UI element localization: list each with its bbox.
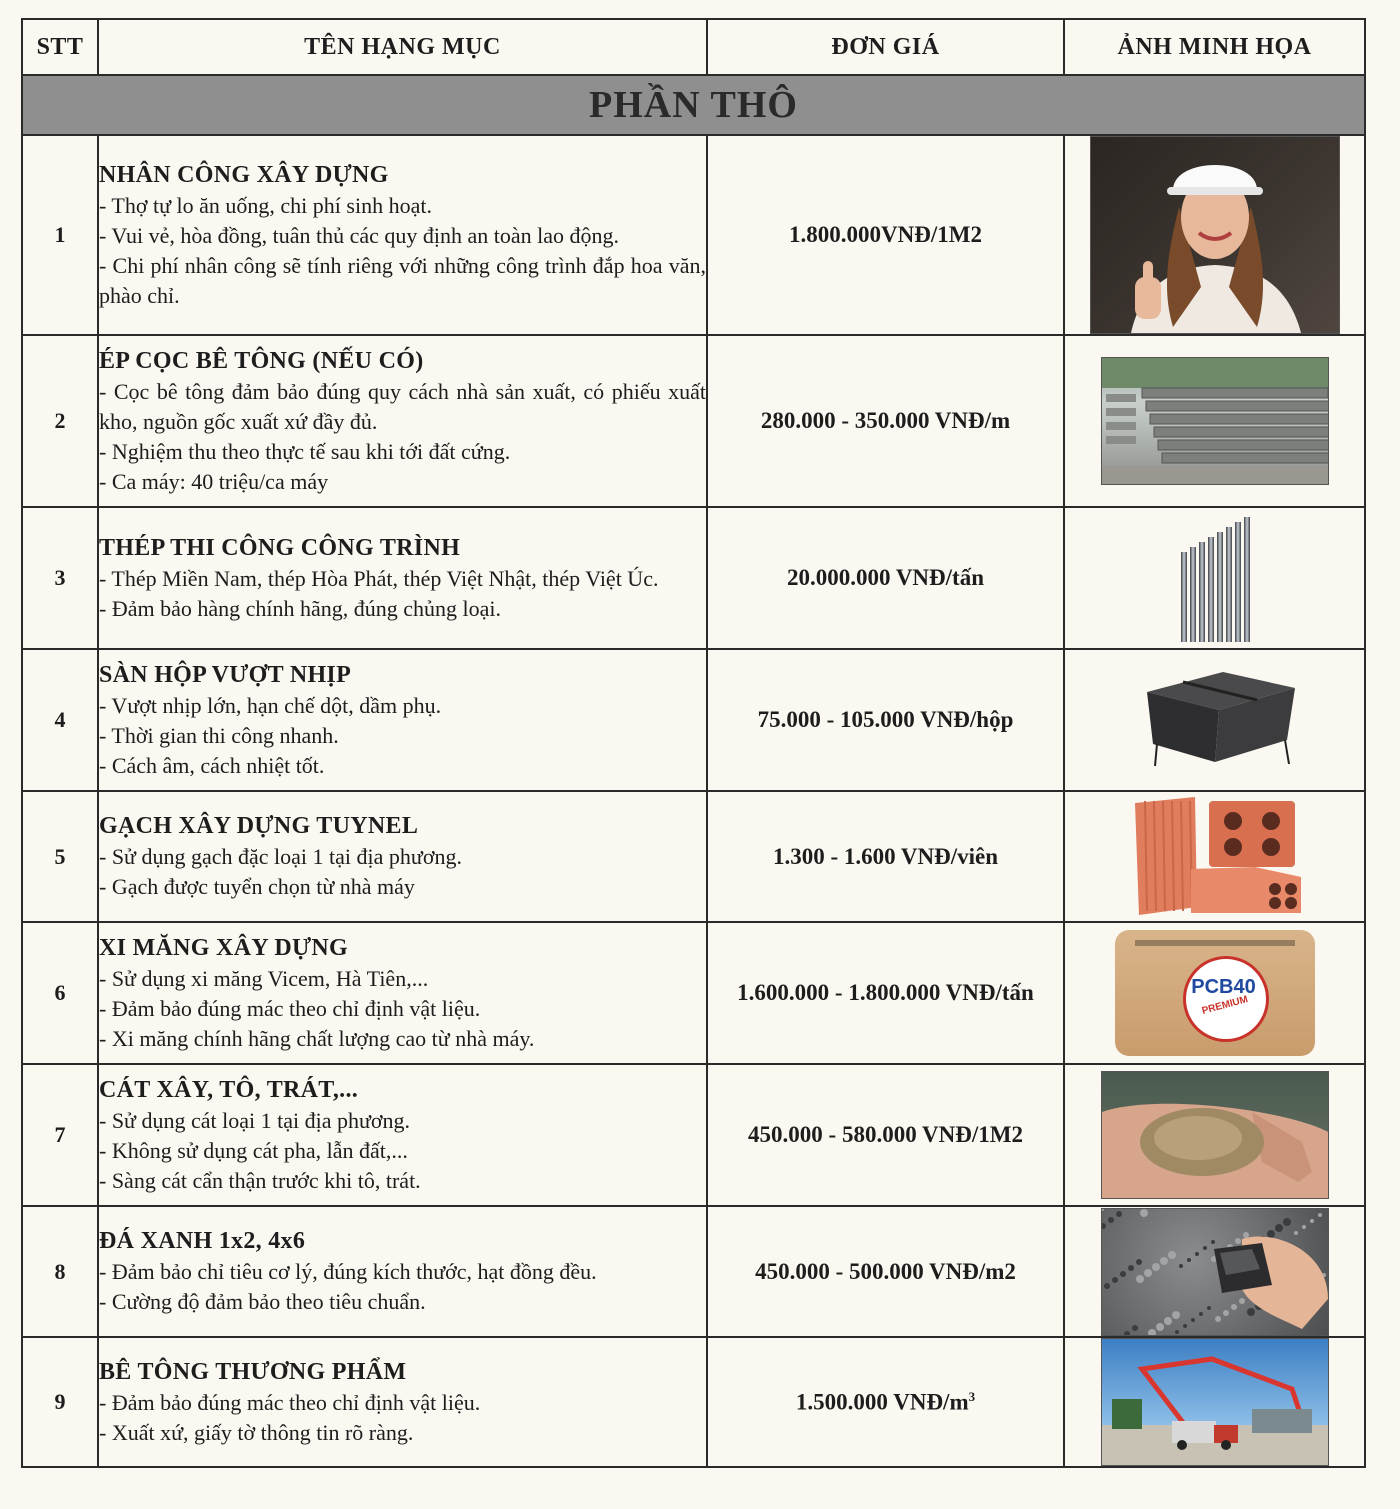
item-description-line: - Cọc bê tông đảm bảo đúng quy cách nhà sản xuất, có phiếu xuất kho, nguồn gốc xuất xứ đầy đủ. [99,378,706,434]
item-price-cell [707,791,1064,922]
header-row [22,19,1365,75]
item-title: CÁT XÂY, TÔ, TRÁT,... [99,1076,359,1103]
item-number: 6 [22,922,98,1064]
section-title: PHẦN THÔ [22,75,1365,135]
item-price: 1.600.000 - 1.800.000 VNĐ/tấn [737,980,1034,1005]
header-price: ĐƠN GIÁ [707,19,1064,75]
table-row [22,922,1365,1064]
table-row [22,791,1365,922]
item-name-cell [98,649,707,791]
item-description-line: - Đảm bảo hàng chính hãng, đúng chủng loại. [99,595,502,621]
item-number: 3 [22,507,98,649]
box-slab-photo [1064,649,1365,791]
cement-bag-sublabel: PREMIUM [1200,994,1249,1017]
cement-bag-label: PCB40 [1191,976,1256,998]
price-superscript: 3 [968,1388,976,1404]
item-description-line: - Cường độ đảm bảo theo tiêu chuẩn. [99,1289,426,1314]
item-price: 1.300 - 1.600 VNĐ/viên [772,843,999,869]
item-price: 20.000.000 VNĐ/tấn [786,565,984,590]
header-name: TÊN HẠNG MỤC [98,19,707,75]
item-description-line: - Đảm bảo đúng mác theo chỉ định vật liệu. [99,995,481,1021]
item-price: 450.000 - 580.000 VNĐ/1M2 [748,1122,1023,1147]
table-row [22,335,1365,507]
item-name-cell [98,922,707,1064]
item-title: XI MĂNG XÂY DỰNG [99,934,348,961]
item-description-line: - Vui vẻ, hòa đồng, tuân thủ các quy định an toàn lao động. [99,222,620,248]
item-name-cell [98,1206,707,1337]
table-row [22,649,1365,791]
item-number: 8 [22,1206,98,1337]
item-title: ÉP CỌC BÊ TÔNG (NẾU CÓ) [99,347,424,374]
concrete-pump-photo [1064,1337,1365,1467]
steel-bars-photo [1064,507,1365,649]
item-number: 1 [22,135,98,335]
table-row [22,135,1365,335]
concrete-piles-photo [1064,335,1365,507]
table-row [22,507,1365,649]
item-price-cell [707,335,1064,507]
item-name-cell [98,1064,707,1206]
item-price-cell [707,135,1064,335]
item-title: BÊ TÔNG THƯƠNG PHẨM [99,1358,407,1385]
item-price-cell [707,922,1064,1064]
sand-photo [1064,1064,1365,1206]
cement-bag-photo [1064,922,1365,1064]
item-name-cell [98,507,707,649]
table-row [22,1206,1365,1337]
table-row [22,1337,1365,1467]
item-price: 450.000 - 500.000 VNĐ/m2 [755,1258,1016,1284]
item-number: 5 [22,791,98,922]
item-description-line: - Ca máy: 40 triệu/ca máy [99,468,329,494]
item-price-cell [707,1064,1064,1206]
item-price: 1.800.000VNĐ/1M2 [789,222,982,247]
item-price: 75.000 - 105.000 VNĐ/hộp [757,707,1014,732]
item-description-line: - Vượt nhịp lớn, hạn chế dột, dầm phụ. [99,692,442,718]
item-number: 9 [22,1337,98,1467]
item-description-line: - Không sử dụng cát pha, lẫn đất,... [99,1137,408,1163]
item-description-line: - Sử dụng xi măng Vicem, Hà Tiên,... [99,965,429,991]
item-price: 1.500.000 VNĐ/m [795,1389,969,1415]
price-table [21,18,1366,1468]
item-number: 4 [22,649,98,791]
table-row [22,1064,1365,1206]
item-description-line: - Cách âm, cách nhiệt tốt. [99,752,325,778]
item-price-cell [707,649,1064,791]
item-name-cell [98,335,707,507]
item-title: SÀN HỘP VƯỢT NHỊP [99,661,352,688]
item-description-line: - Gạch được tuyển chọn từ nhà máy [99,874,415,899]
item-description-line: - Đảm bảo đúng mác theo chỉ định vật liệu. [99,1389,481,1415]
item-description-line: - Xi măng chính hãng chất lượng cao từ nhà máy. [99,1025,535,1051]
item-description-line: - Đảm bảo chỉ tiêu cơ lý, đúng kích thước, hạt đồng đều. [99,1259,597,1284]
item-description-line: - Chi phí nhân công sẽ tính riêng với những công trình đắp hoa văn, phào chỉ. [99,252,706,308]
item-description-line: - Thợ tự lo ăn uống, chi phí sinh hoạt. [99,192,432,218]
item-title: NHÂN CÔNG XÂY DỰNG [99,161,389,188]
item-name-cell [98,1337,707,1467]
item-description-line: - Nghiệm thu theo thực tế sau khi tới đất cứng. [99,438,511,464]
item-title: THÉP THI CÔNG CÔNG TRÌNH [99,534,461,561]
item-number: 7 [22,1064,98,1206]
item-description-line: - Sử dụng gạch đặc loại 1 tại địa phương. [99,844,462,869]
item-description-line: - Sử dụng cát loại 1 tại địa phương. [99,1107,411,1133]
section-row [22,75,1365,135]
bricks-photo [1064,791,1365,922]
item-number: 2 [22,335,98,507]
item-description-line: - Thép Miền Nam, thép Hòa Phát, thép Việt Nhật, thép Việt Úc. [99,565,659,591]
item-description-line: - Sàng cát cẩn thận trước khi tô, trát. [99,1167,421,1193]
header-stt: STT [22,19,98,75]
item-price-cell [707,1206,1064,1337]
stone-photo [1064,1206,1365,1337]
item-name-cell [98,135,707,335]
item-title: GẠCH XÂY DỰNG TUYNEL [99,813,419,839]
item-price: 280.000 - 350.000 VNĐ/m [760,408,1011,433]
item-price-cell [707,507,1064,649]
header-image: ẢNH MINH HỌA [1064,19,1365,75]
item-description-line: - Xuất xứ, giấy tờ thông tin rõ ràng. [99,1419,414,1445]
item-title: ĐÁ XANH 1x2, 4x6 [99,1228,306,1254]
item-description-line: - Thời gian thi công nhanh. [99,722,339,748]
item-price-cell [707,1337,1064,1467]
worker-photo [1064,135,1365,335]
item-name-cell [98,791,707,922]
